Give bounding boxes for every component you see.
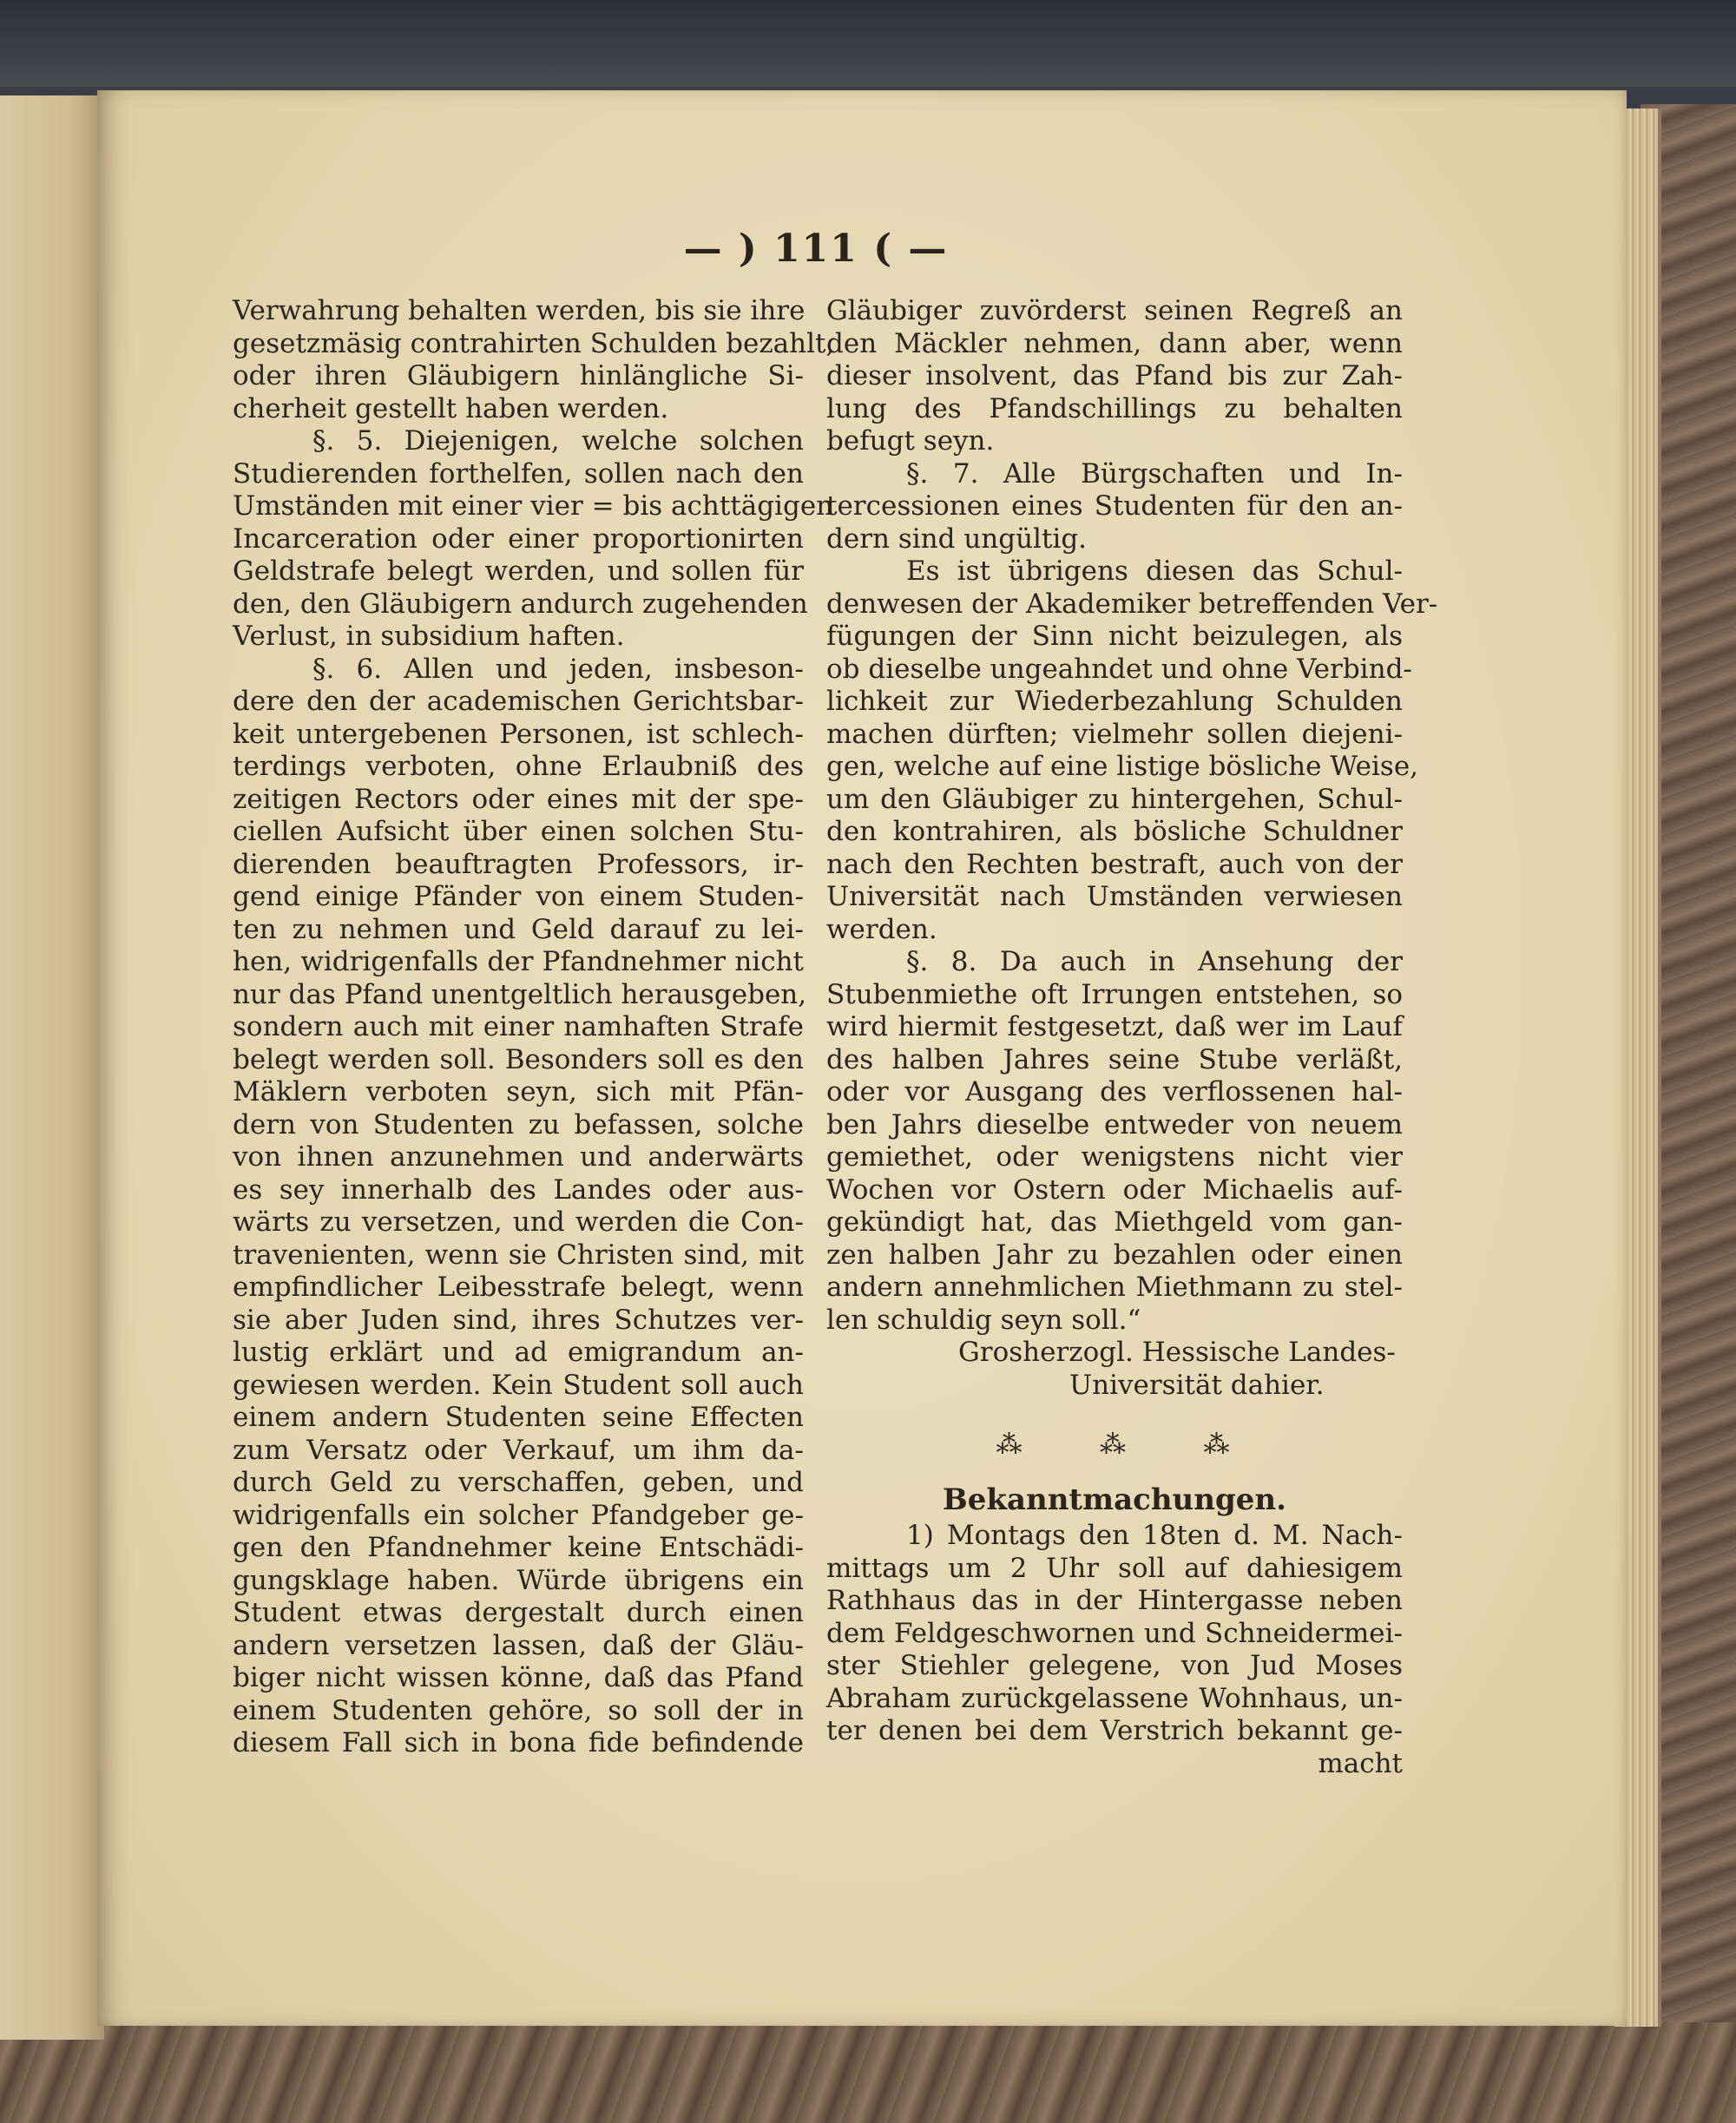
book-cover-bottom — [0, 2022, 1736, 2123]
text-line: tercessionen eines Studenten für den an- — [826, 490, 1403, 522]
text-line: empfindlicher Leibesstrafe belegt, wenn — [233, 1272, 804, 1303]
text-line: terdings verboten, ohne Erlaubniß des — [233, 751, 804, 782]
text-line: nach den Rechten bestraft, auch von der — [826, 848, 1403, 880]
text-line: sondern auch mit einer namhaften Strafe — [233, 1011, 804, 1042]
text-line: den, den Gläubigern andurch zugehenden — [233, 588, 808, 620]
text-line: lustig erklärt und ad emigrandum an- — [233, 1337, 804, 1368]
text-line: machen dürften; vielmehr sollen diejeni- — [826, 718, 1403, 750]
asterism-icon: ⁂ — [996, 1430, 1026, 1460]
paragraph-start: Es ist übrigens diesen das Schul- — [906, 555, 1403, 587]
text-line: andern versetzen lassen, daß der Gläu- — [233, 1629, 804, 1661]
text-line: Rathhaus das in der Hintergasse neben — [826, 1585, 1403, 1616]
text-line: einem Studenten gehöre, so soll der in — [233, 1694, 804, 1726]
text-line: den Mäckler nehmen, dann aber, wenn — [826, 327, 1403, 359]
text-line: werden. — [826, 913, 937, 945]
text-line: zum Versatz oder Verkauf, um ihm da- — [233, 1434, 804, 1466]
text-line: dere den der academischen Gerichtsbar- — [233, 686, 804, 717]
paragraph-7-start: §. 7. Alle Bürgschaften und In- — [906, 457, 1403, 490]
text-line: Abraham zurückgelassene Wohnhaus, un- — [826, 1682, 1403, 1714]
text-line: gungsklage haben. Würde übrigens ein — [233, 1564, 804, 1596]
text-line: gen, welche auf eine listige bösliche Weise, — [826, 751, 1419, 782]
text-line: sie aber Juden sind, ihres Schutzes ver- — [233, 1304, 804, 1336]
text-line: gen den Pfandnehmer keine Entschädi- — [233, 1532, 804, 1563]
text-line: len schuldig seyn soll.“ — [826, 1304, 1141, 1336]
text-line: Gläubiger zuvörderst seinen Regreß an — [826, 295, 1403, 326]
text-line: durch Geld zu verschaffen, geben, und — [233, 1467, 804, 1498]
text-line: Verlust, in subsidium haften. — [233, 621, 625, 652]
asterism-icon: ⁂ — [1203, 1430, 1233, 1460]
text-line: dern sind ungültig. — [826, 523, 1088, 555]
text-line: gend einige Pfänder von einem Studen- — [233, 881, 804, 912]
text-line: dern von Studenten zu befassen, solche — [233, 1108, 804, 1140]
text-line: von ihnen anzunehmen und anderwärts — [233, 1141, 804, 1173]
text-line: ten zu nehmen und Geld darauf zu lei- — [233, 913, 804, 945]
text-line: befugt seyn. — [826, 425, 995, 457]
asterism-icon: ⁂ — [1100, 1430, 1129, 1460]
text-line: nur das Pfand unentgeltlich herausgeben, — [233, 978, 807, 1010]
ornament-divider — [826, 1417, 1403, 1473]
text-line: wärts zu versetzen, und werden die Con- — [233, 1206, 804, 1238]
text-line: dieser insolvent, das Pfand bis zur Zah- — [826, 360, 1403, 391]
text-line: oder ihren Gläubigern hinlängliche Si- — [233, 360, 804, 391]
text-line: biger nicht wissen könne, daß das Pfand — [233, 1662, 804, 1693]
text-line: Student etwas dergestalt durch einen — [233, 1597, 804, 1628]
text-line: zeitigen Rectors oder eines mit der spe- — [233, 783, 804, 815]
signature-line: Universität dahier. — [1069, 1369, 1325, 1401]
text-line: gewiesen werden. Kein Student soll auch — [233, 1369, 804, 1401]
text-line: Incarceration oder einer proportionirten — [233, 523, 804, 555]
catchword: macht — [1318, 1747, 1403, 1779]
text-line: widrigenfalls ein solcher Pfandgeber ge- — [233, 1499, 804, 1531]
text-line: zen halben Jahr zu bezahlen oder einen — [826, 1239, 1403, 1271]
text-line: Studierenden forthelfen, sollen nach den — [233, 457, 804, 490]
scanner-bed — [0, 0, 1736, 87]
text-line: lichkeit zur Wiederbezahlung Schulden — [826, 686, 1403, 717]
text-line: Geldstrafe belegt werden, und sollen für — [233, 555, 804, 587]
text-line: keit untergebenen Personen, ist schlech- — [233, 718, 804, 750]
right-column — [826, 295, 1438, 1780]
text-line: Umständen mit einer vier = bis achttägigen — [233, 490, 834, 522]
facing-page-edge — [0, 95, 104, 2040]
text-line: Mäklern verboten seyn, sich mit Pfän- — [233, 1076, 804, 1108]
text-line: gesetzmäsig contrahirten Schulden bezahlt, — [233, 327, 835, 359]
text-line: cherheit gestellt haben werden. — [233, 392, 669, 424]
text-line: gemiethet, oder wenigstens nicht vier — [826, 1141, 1403, 1173]
text-line: fügungen der Sinn nicht beizulegen, als — [826, 621, 1403, 652]
text-line: Stubenmiethe oft Irrungen entstehen, so — [826, 978, 1403, 1010]
text-line: es sey innerhalb des Landes oder aus- — [233, 1173, 804, 1206]
section-heading: Bekanntmachungen. — [943, 1482, 1286, 1517]
text-line: diesem Fall sich in bona fide befindende — [233, 1727, 804, 1758]
text-line: ciellen Aufsicht über einen solchen Stu- — [233, 816, 804, 847]
announcement-start: 1) Montags den 18ten d. M. Nach- — [906, 1520, 1403, 1551]
text-line: hen, widrigenfalls der Pfandnehmer nicht — [233, 946, 804, 977]
text-line: andern annehmlichen Miethmann zu stel- — [826, 1272, 1403, 1303]
text-line: des halben Jahres seine Stube verläßt, — [826, 1043, 1403, 1075]
text-line: gekündigt hat, das Miethgeld vom gan- — [826, 1206, 1403, 1238]
text-line: dem Feldgeschwornen und Schneidermei- — [826, 1617, 1403, 1649]
text-line: belegt werden soll. Besonders soll es den — [233, 1043, 804, 1075]
text-line: den kontrahiren, als bösliche Schuldner — [826, 816, 1403, 847]
text-line: denwesen der Akademiker betreffenden Ver- — [826, 588, 1438, 620]
paragraph-5-start: §. 5. Diejenigen, welche solchen — [312, 425, 804, 457]
text-line: Verwahrung behalten werden, bis sie ihre — [233, 295, 806, 326]
paragraph-8-start: §. 8. Da auch in Ansehung der — [906, 946, 1403, 977]
paragraph-6-start: §. 6. Allen und jeden, insbeson- — [312, 653, 804, 685]
text-line: ob dieselbe ungeahndet und ohne Verbind- — [826, 653, 1412, 685]
text-line: lung des Pfandschillings zu behalten — [826, 392, 1403, 424]
text-line: mittags um 2 Uhr soll auf dahiesigem — [826, 1552, 1403, 1584]
text-line: Wochen vor Ostern oder Michaelis auf- — [826, 1173, 1403, 1206]
text-line: ben Jahrs dieselbe entweder von neuem — [826, 1108, 1403, 1140]
text-line: einem andern Studenten seine Effecten — [233, 1402, 804, 1433]
left-column — [233, 295, 835, 1760]
page-header: — ) 111 ( — — [683, 227, 949, 271]
text-line: oder vor Ausgang des verflossenen hal- — [826, 1076, 1403, 1108]
text-line: dierenden beauftragten Professors, ir- — [233, 848, 804, 880]
text-line: um den Gläubiger zu hintergehen, Schul- — [826, 783, 1403, 815]
text-line: Universität nach Umständen verwiesen — [826, 881, 1403, 912]
text-line: wird hiermit festgesetzt, daß wer im Lauf — [826, 1011, 1403, 1042]
text-line: ter denen bei dem Verstrich bekannt ge- — [826, 1715, 1403, 1746]
text-line: travenienten, wenn sie Christen sind, mit — [233, 1239, 804, 1271]
signature-line: Grosherzogl. Hessische Landes- — [958, 1337, 1396, 1368]
text-line: ster Stiehler gelegene, von Jud Moses — [826, 1650, 1403, 1681]
